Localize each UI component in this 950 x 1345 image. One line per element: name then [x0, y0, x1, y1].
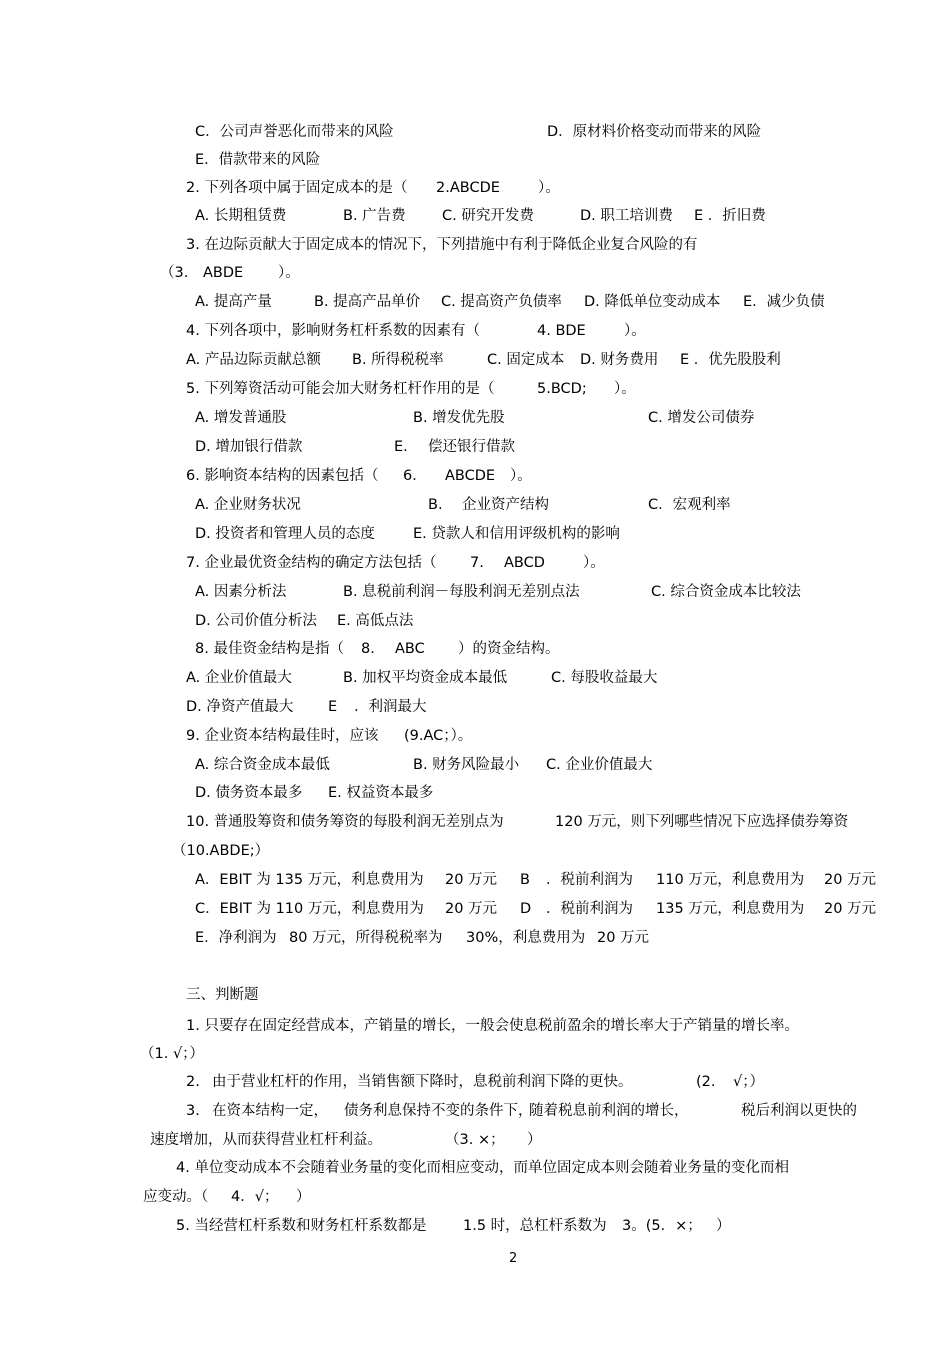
answer-number	[696, 1073, 716, 1091]
option-d: D．原材料价格变动而带来的风险	[547, 124, 762, 140]
option-a	[186, 351, 321, 369]
answer-text: （1. √；）	[140, 1046, 204, 1062]
option-b-text: B. 所得税税率	[352, 352, 444, 368]
answer-text: 4．√；	[231, 1189, 279, 1205]
statement-text: 4. 单位变动成本不会随着业务量的变化而相应变动，而单位固定成本则会随着业务量的变化而相	[176, 1160, 789, 1176]
option-e	[694, 207, 766, 225]
question-end-text: ）。	[583, 555, 605, 571]
answer-text: ABDE	[203, 265, 244, 281]
option-e-cont2	[466, 929, 585, 947]
question-text: 9. 企业资本结构最佳时，应该	[186, 728, 379, 744]
answer-end	[296, 1188, 311, 1206]
option-c	[195, 900, 424, 918]
option-b-label	[428, 496, 443, 514]
option-d-cont-text: 135 万元，利息费用为	[656, 901, 805, 917]
option-d	[195, 612, 317, 630]
option-a	[195, 207, 286, 225]
question-end	[510, 467, 532, 485]
option-c	[487, 351, 564, 369]
section-heading	[186, 986, 259, 1004]
option-d	[546, 900, 633, 918]
answer	[445, 467, 495, 485]
question-end-text: ）。	[614, 381, 636, 397]
question-end-text: ）。	[278, 265, 300, 281]
option-c	[442, 207, 534, 225]
option-d-label	[520, 900, 531, 918]
option-b-text: 企业资产结构	[462, 497, 549, 513]
answer	[395, 640, 425, 658]
option-a	[186, 669, 292, 687]
statement-part-text: 税后利润以更快的	[741, 1103, 857, 1119]
question-text: （3.	[160, 265, 189, 281]
statement-line	[176, 1217, 426, 1235]
question-text-cont: 120 万元，则下列哪些情况下应选择债券筹资	[555, 814, 849, 830]
question-end	[538, 179, 560, 197]
option-d-text: D. 净资产值最大	[186, 699, 294, 715]
option-c-cont-text: 20 万元	[445, 901, 498, 917]
option-b	[343, 669, 507, 687]
option-b	[352, 351, 444, 369]
option-a-cont	[445, 871, 497, 889]
option-e	[337, 612, 413, 630]
option-a	[195, 756, 330, 774]
text-line	[547, 123, 761, 141]
option-b-label-text: B	[520, 872, 530, 888]
option-d-end	[824, 900, 876, 918]
option-a-text: A. 综合资金成本最低	[195, 757, 330, 773]
option-e-label	[394, 438, 408, 456]
option-e-text: 偿还银行借款	[428, 439, 515, 455]
question-text: 8. 最佳资金结构是指（	[195, 641, 344, 657]
option-c-text: C. 综合资金成本比较法	[651, 584, 801, 600]
option-c	[651, 583, 801, 601]
option-b	[314, 293, 420, 311]
statement-number-text: 2.	[186, 1074, 200, 1090]
answer-text: 2.ABCDE	[436, 180, 500, 196]
option-e-end-text: 20 万元	[597, 930, 650, 946]
statement-line	[150, 1131, 382, 1149]
question-line	[186, 727, 378, 745]
option-d	[195, 525, 375, 543]
answer-end	[716, 1217, 731, 1235]
answer	[537, 322, 586, 340]
answer-number-text: 7.	[470, 555, 484, 571]
question-line	[186, 554, 436, 572]
statement-part-text: 1.5 时，总杠杆系数为	[463, 1218, 607, 1234]
text-line	[195, 123, 394, 141]
option-b-text: B. 加权平均资金成本最低	[343, 670, 508, 686]
question-end	[458, 640, 560, 658]
statement-number	[186, 1102, 200, 1120]
option-b	[413, 756, 519, 774]
option-e-label-text: E	[328, 699, 338, 715]
answer-number	[470, 554, 484, 572]
option-a-text: A. 长期租赁费	[195, 208, 287, 224]
statement-text: 1. 只要存在固定经营成本，产销量的增长，一般会使息税前盈余的增长率大于产销量的增长率。	[186, 1018, 799, 1034]
statement-text: 应变动。（	[143, 1189, 209, 1205]
question-end	[278, 264, 300, 282]
text-line	[195, 151, 320, 169]
answer-text: 5.BCD;	[537, 381, 587, 397]
option-a	[195, 293, 272, 311]
option-c	[648, 409, 754, 427]
option-a-cont-text: 20 万元	[445, 872, 498, 888]
option-d	[580, 351, 658, 369]
option-e-label-text: E.	[394, 439, 408, 455]
answer-text: (9.AC；）。	[404, 728, 473, 744]
option-a-text: A. 提高产量	[195, 294, 272, 310]
option-c-text: C. 提高资产负债率	[441, 294, 562, 310]
statement-text: 速度增加，从而获得营业杠杆利益。	[150, 1132, 382, 1148]
answer	[203, 264, 243, 282]
question-text: 5. 下列筹资活动可能会加大财务杠杆作用的是（	[186, 381, 495, 397]
option-e-text: E. 权益资本最多	[328, 785, 434, 801]
option-d-end-text: 20 万元	[824, 901, 877, 917]
question-line	[186, 236, 697, 254]
statement-part	[212, 1102, 328, 1120]
option-e-text: E．减少负债	[743, 294, 825, 310]
option-c	[551, 669, 657, 687]
option-b-cont	[656, 871, 804, 889]
option-a	[195, 871, 424, 889]
option-e	[413, 525, 620, 543]
option-d-text: D. 降低单位变动成本	[584, 294, 721, 310]
option-c-text: C. 每股收益最大	[551, 670, 658, 686]
option-d-text: ．税前利润为	[546, 901, 633, 917]
question-end	[614, 380, 636, 398]
option-d-text: D. 债务资本最多	[195, 785, 303, 801]
option-a-text: A. 企业财务状况	[195, 497, 301, 513]
answer-text: ABCDE	[445, 468, 496, 484]
question-line	[186, 322, 480, 340]
option-b	[462, 496, 549, 514]
option-e	[328, 784, 433, 802]
option-c: C．公司声誉恶化而带来的风险	[195, 124, 394, 140]
option-b	[343, 207, 406, 225]
statement-line	[186, 1017, 799, 1035]
answer-text: （10.ABDE;）	[172, 843, 270, 859]
answer	[140, 1045, 204, 1063]
question-end-text: ）。	[510, 468, 532, 484]
option-b-text: B. 增发优先股	[413, 410, 505, 426]
option-d-text: D. 财务费用	[580, 352, 659, 368]
statement-line	[143, 1188, 208, 1206]
option-b-text: B. 广告费	[343, 208, 406, 224]
option-b-text: B. 息税前利润－每股利润无差别点法	[343, 584, 580, 600]
option-e	[428, 438, 515, 456]
question-end-text: ）。	[624, 323, 646, 339]
option-a-text: A．EBIT 为 135 万元，利息费用为	[195, 872, 424, 888]
question-text: 2. 下列各项中属于固定成本的是（	[186, 180, 408, 196]
option-d-text: D. 投资者和管理人员的态度	[195, 526, 375, 542]
question-line-cont	[555, 813, 848, 831]
answer-end-text: ）	[527, 1132, 542, 1148]
statement-text: 由于营业杠杆的作用，当销售额下降时，息税前利润下降的更快。	[212, 1074, 633, 1090]
option-d-cont	[656, 900, 804, 918]
option-c	[441, 293, 562, 311]
question-line	[186, 380, 494, 398]
statement-number	[186, 1073, 200, 1091]
answer	[404, 727, 472, 745]
option-d	[584, 293, 720, 311]
option-b-cont-text: 110 万元，利息费用为	[656, 872, 805, 888]
option-e-text: E ．折旧费	[694, 208, 766, 224]
option-b-text: ．税前利润为	[546, 872, 633, 888]
option-c	[546, 756, 652, 774]
option-e	[195, 929, 277, 947]
option-d-text: D. 公司价值分析法	[195, 613, 317, 629]
option-d	[580, 207, 673, 225]
statement-part-text: 随着税息前利润的增长，	[529, 1103, 689, 1119]
option-b	[413, 409, 505, 427]
option-e-text: E. 高低点法	[337, 613, 414, 629]
answer	[733, 1073, 764, 1091]
answer	[436, 179, 500, 197]
option-d	[195, 438, 302, 456]
question-line	[186, 467, 378, 485]
answer	[172, 842, 269, 860]
question-text: 7. 企业最优资金结构的确定方法包括（	[186, 555, 437, 571]
question-line	[160, 264, 188, 282]
question-text: 6. 影响资本结构的因素包括（	[186, 468, 379, 484]
option-d-label-text: D	[520, 901, 532, 917]
option-e	[354, 698, 427, 716]
answer-text: 4. BDE	[537, 323, 586, 339]
option-b-text: B. 财务风险最小	[413, 757, 520, 773]
question-text: 4. 下列各项中，影响财务杠杆系数的因素有（	[186, 323, 480, 339]
option-b-end	[824, 871, 876, 889]
option-a-text: A. 企业价值最大	[186, 670, 292, 686]
answer-text: ABCD	[504, 555, 545, 571]
question-text: 3. 在边际贡献大于固定成本的情况下，下列措施中有利于降低企业复合风险的有	[186, 237, 698, 253]
option-d	[186, 698, 293, 716]
question-line	[186, 179, 407, 197]
statement-number-text: 3.	[186, 1103, 200, 1119]
question-text: 10. 普通股筹资和债务筹资的每股利润无差别点为	[186, 814, 504, 830]
answer	[231, 1188, 278, 1206]
option-a	[195, 496, 301, 514]
option-b-label	[520, 871, 530, 889]
option-c-text: C．宏观利率	[648, 497, 731, 513]
option-e	[680, 351, 781, 369]
statement-part-text: 债务利息保持不变的条件下，	[344, 1103, 533, 1119]
question-end-text: ）的资金结构。	[458, 641, 560, 657]
answer-number	[403, 467, 427, 485]
option-a-text: A. 产品边际贡献总额	[186, 352, 321, 368]
option-e: E．借款带来的风险	[195, 152, 321, 168]
answer	[537, 380, 587, 398]
option-b-label-text: B.	[428, 497, 443, 513]
option-d	[195, 784, 302, 802]
option-e-end	[597, 929, 649, 947]
answer-number-text: 8.	[361, 641, 375, 657]
option-c-text: C. 企业价值最大	[546, 757, 653, 773]
option-e-text: ．利润最大	[354, 699, 427, 715]
option-e-cont2-text: 30%，利息费用为	[466, 930, 586, 946]
option-e-text: E．净利润为	[195, 930, 277, 946]
option-c-text: C. 研究开发费	[442, 208, 534, 224]
option-d-text: D. 增加银行借款	[195, 439, 303, 455]
statement-part	[463, 1217, 607, 1235]
option-a-text: A. 因素分析法	[195, 584, 287, 600]
answer-text: √；）	[733, 1074, 764, 1090]
option-c-text: C. 固定成本	[487, 352, 565, 368]
option-b	[343, 583, 580, 601]
option-e-text: E ．优先股股利	[680, 352, 781, 368]
answer-end-text: ）	[716, 1218, 731, 1234]
option-e-cont	[289, 929, 443, 947]
option-b-end-text: 20 万元	[824, 872, 877, 888]
option-c-text: C. 增发公司债券	[648, 410, 755, 426]
question-end	[583, 554, 605, 572]
option-a	[195, 583, 286, 601]
option-a	[195, 409, 286, 427]
section-heading-text: 三、判断题	[186, 987, 259, 1003]
answer	[445, 1131, 505, 1149]
statement-part	[529, 1102, 689, 1120]
answer-text: 3。(5．×；	[622, 1218, 702, 1234]
option-a-text: A. 增发普通股	[195, 410, 287, 426]
answer-number	[361, 640, 375, 658]
statement-part-text: 在资本结构一定，	[212, 1103, 328, 1119]
statement-part	[741, 1102, 857, 1120]
question-end	[624, 322, 646, 340]
answer-end-text: ）	[296, 1189, 311, 1205]
statement-part	[344, 1102, 533, 1120]
statement-text: 5. 当经营杠杆系数和财务杠杆系数都是	[176, 1218, 427, 1234]
answer-end	[527, 1131, 542, 1149]
option-d-text: D. 职工培训费	[580, 208, 673, 224]
option-c	[648, 496, 731, 514]
question-line	[195, 640, 344, 658]
question-line	[186, 813, 504, 831]
answer	[504, 554, 545, 572]
option-e-cont-text: 80 万元，所得税税率为	[289, 930, 443, 946]
answer-text: ABC	[395, 641, 425, 657]
answer-number-text: (2.	[696, 1074, 716, 1090]
statement-line	[212, 1073, 633, 1091]
page-number: 2	[509, 1251, 518, 1266]
option-e-text: E. 贷款人和信用评级机构的影响	[413, 526, 620, 542]
answer-text: （3. ×；	[445, 1132, 505, 1148]
option-b	[546, 871, 633, 889]
option-c-cont	[445, 900, 497, 918]
statement-line	[176, 1159, 789, 1177]
option-e	[743, 293, 825, 311]
answer-number-text: 6．	[403, 468, 427, 484]
option-e-label	[328, 698, 337, 716]
question-end-text: ）。	[538, 180, 560, 196]
option-c-text: C．EBIT 为 110 万元，利息费用为	[195, 901, 424, 917]
answer	[622, 1217, 702, 1235]
option-b-text: B. 提高产品单价	[314, 294, 421, 310]
